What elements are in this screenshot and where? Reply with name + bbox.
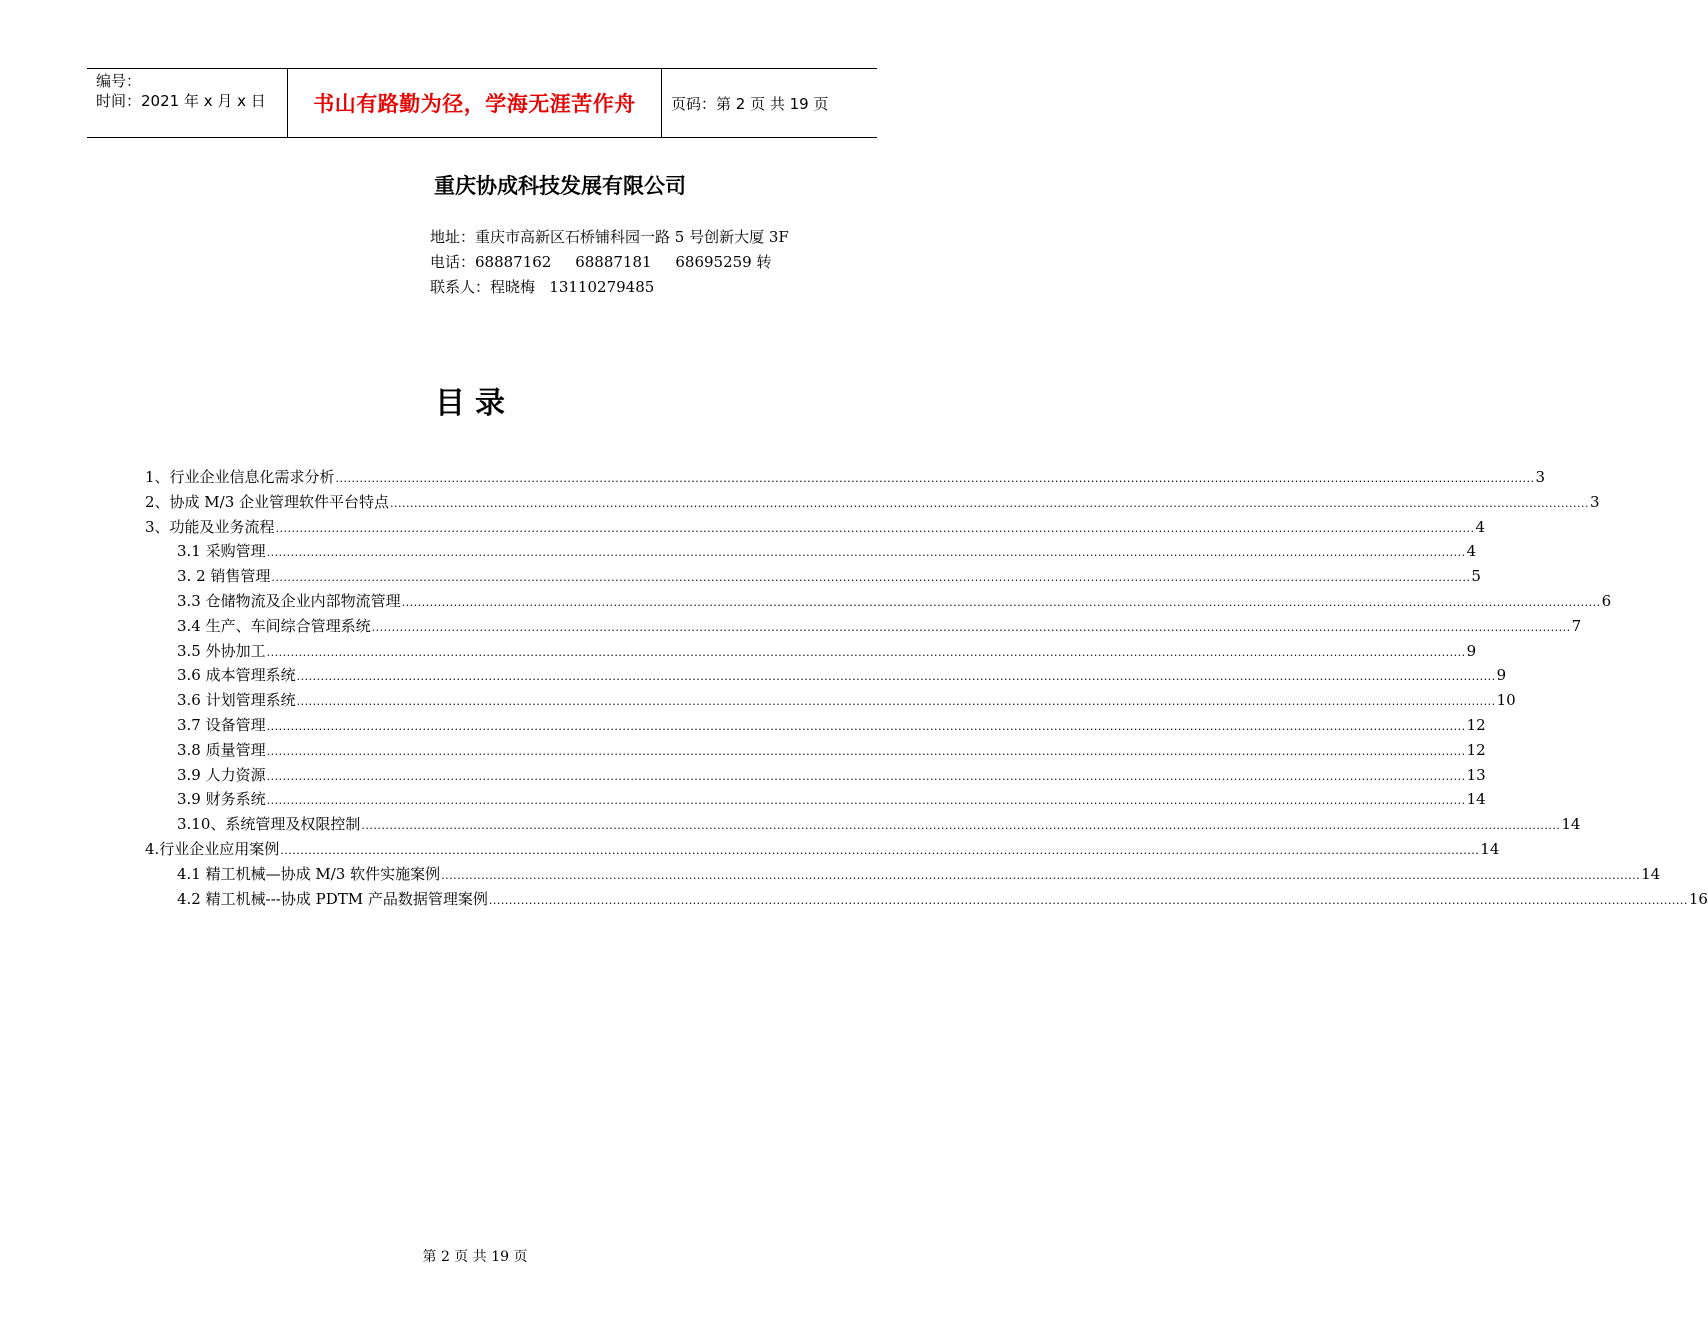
toc-entry[interactable] [177, 764, 1486, 786]
document-time: 时间：2021 年 x 月 x 日 [96, 92, 266, 110]
toc-entry-label: 3.9 人力资源 [177, 765, 266, 784]
toc-entry-page: 3 [1590, 492, 1600, 511]
toc-entry-page: 14 [1466, 790, 1486, 809]
toc-entry-label: 4.行业企业应用案例 [145, 840, 280, 858]
toc-dot-leader: ............................................................................................................................................................................................................................................................................................................ [266, 744, 1466, 758]
toc-entry-label: 3、功能及业务流程 [145, 517, 275, 536]
toc-dot-leader: ............................................................................................................................................................................................................................................................................................................ [361, 819, 1561, 833]
toc-entry-page: 7 [1571, 616, 1582, 635]
toc-dot-leader: ............................................................................................................................................................................................................................................................................................................ [266, 769, 1466, 783]
toc-entry-page: 14 [1561, 815, 1581, 834]
toc-entry-page: 9 [1496, 666, 1507, 685]
toc-dot-leader: ............................................................................................................................................................................................................................................................................................................ [266, 720, 1466, 733]
toc-dot-leader: ............................................................................................................................................................................................................................................................................................................ [296, 670, 1496, 684]
toc-entry[interactable] [177, 813, 1581, 835]
toc-entry-page: 12 [1466, 716, 1486, 734]
toc-title: 目录 [435, 386, 515, 421]
header-motto: 书山有路勤为径，学海无涯苦作舟 [288, 69, 662, 137]
toc-entry[interactable] [145, 838, 1500, 860]
toc-dot-leader: ............................................................................................................................................................................................................................................................................................................ [371, 620, 1571, 634]
toc-entry[interactable] [177, 640, 1477, 662]
toc-dot-leader: ............................................................................................................................................................................................................................................................................................................ [441, 868, 1641, 882]
toc-dot-leader: ............................................................................................................................................................................................................................................................................................................ [401, 596, 1601, 609]
header-meta [87, 69, 288, 137]
toc-dot-leader: ............................................................................................................................................................................................................................................................................................................ [275, 521, 1475, 535]
toc-entry-page: 14 [1641, 864, 1661, 883]
toc-entry-label: 4.1 精工机械—协成 M/3 软件实施案例 [177, 864, 441, 883]
toc-dot-leader: ............................................................................................................................................................................................................................................................................................................ [390, 496, 1590, 510]
toc-entry-page: 16 [1688, 889, 1708, 908]
toc-entry[interactable] [145, 491, 1600, 513]
toc-entry[interactable] [145, 466, 1546, 488]
toc-entry-label: 3.5 外协加工 [177, 641, 266, 660]
company-phone: 电话：68887162 68887181 68695259 转 [430, 253, 772, 271]
toc-entry[interactable] [177, 590, 1612, 612]
toc-entry-page: 4 [1475, 517, 1486, 536]
toc-entry-label: 3.6 计划管理系统 [177, 691, 296, 710]
toc-entry-label: 3.8 质量管理 [177, 740, 266, 759]
toc-dot-leader: ............................................................................................................................................................................................................................................................................................................ [296, 695, 1496, 709]
toc-entry[interactable] [177, 788, 1486, 810]
toc-entry-page: 13 [1466, 765, 1486, 784]
toc-entry[interactable] [145, 516, 1486, 538]
toc-entry-label: 3.9 财务系统 [177, 790, 266, 809]
toc-entry-page: 14 [1480, 840, 1500, 858]
toc-entry-label: 3.3 仓储物流及企业内部物流管理 [177, 592, 401, 610]
toc-entry[interactable] [177, 615, 1582, 637]
toc-entry[interactable] [177, 689, 1516, 711]
toc-entry-label: 2、协成 M/3 企业管理软件平台特点 [145, 492, 390, 511]
company-address: 地址：重庆市高新区石桥铺科园一路 5 号创新大厦 3F [430, 228, 789, 246]
toc-dot-leader: ............................................................................................................................................................................................................................................................................................................ [271, 571, 1471, 585]
toc-dot-leader: ............................................................................................................................................................................................................................................................................................................ [488, 893, 1688, 907]
company-name: 重庆协成科技发展有限公司 [434, 174, 686, 198]
toc-entry-label: 1、行业企业信息化需求分析 [145, 468, 335, 486]
toc-entry-label: 3.6 成本管理系统 [177, 666, 296, 685]
toc-entry-label: 3.1 采购管理 [177, 542, 266, 561]
toc-entry-label: 3.10、系统管理及权限控制 [177, 815, 361, 834]
page-header [87, 68, 877, 138]
toc-entry-page: 9 [1466, 641, 1477, 660]
toc-entry[interactable] [177, 714, 1486, 736]
toc-entry-label: 4.2 精工机械---协成 PDTM 产品数据管理案例 [177, 889, 488, 908]
toc-dot-leader: ............................................................................................................................................................................................................................................................................................................ [266, 645, 1466, 659]
toc-entry-page: 4 [1466, 542, 1477, 561]
document-number: 编号： [96, 72, 142, 90]
toc-entry-page: 6 [1601, 592, 1612, 610]
toc-entry-page: 10 [1496, 691, 1516, 710]
toc-dot-leader: ............................................................................................................................................................................................................................................................................................................ [280, 844, 1480, 857]
toc-dot-leader: ............................................................................................................................................................................................................................................................................................................ [266, 546, 1466, 560]
toc-entry[interactable] [177, 540, 1477, 562]
toc-entry-label: 3.4 生产、车间综合管理系统 [177, 616, 371, 635]
toc-entry-page: 12 [1466, 740, 1486, 759]
toc-entry-label: 3.7 设备管理 [177, 716, 266, 734]
page-footer: 第 2 页 共 19 页 [422, 1249, 528, 1265]
company-contact: 联系人：程晓梅 13110279485 [430, 278, 655, 296]
toc-entry[interactable] [177, 863, 1661, 885]
header-page-info: 页码：第 2 页 共 19 页 [671, 94, 829, 113]
toc-entry[interactable] [177, 664, 1507, 686]
toc-entry[interactable] [177, 739, 1486, 761]
toc-entry[interactable] [177, 565, 1481, 587]
toc-dot-leader: ............................................................................................................................................................................................................................................................................................................ [266, 794, 1466, 808]
toc-entry[interactable] [177, 888, 1708, 910]
toc-entry-page: 3 [1535, 468, 1546, 486]
toc-dot-leader: ............................................................................................................................................................................................................................................................................................................ [335, 472, 1535, 485]
toc-entry-page: 5 [1471, 567, 1481, 586]
toc-entry-label: 3. 2 销售管理 [177, 567, 271, 586]
